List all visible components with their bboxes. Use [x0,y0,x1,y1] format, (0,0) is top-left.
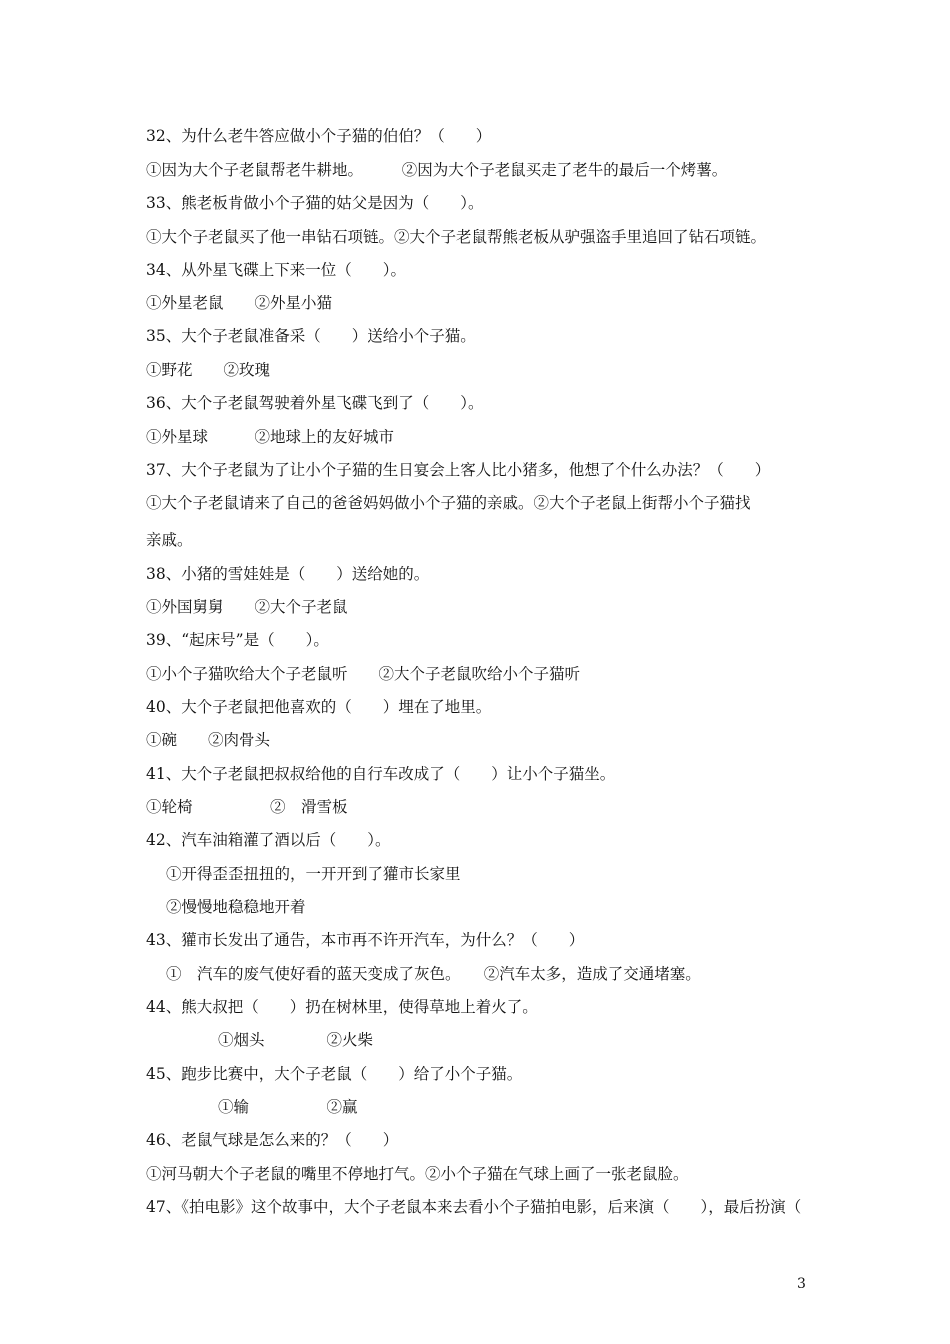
options-45: ①输 ②赢 [218,1098,358,1116]
question-32: 32、为什么老牛答应做小个子猫的伯伯？（ ） [146,127,492,145]
options-46: ①河马朝大个子老鼠的嘴里不停地打气。②小个子猫在气球上画了一张老鼠脸。 [146,1165,689,1183]
question-39: 39、“起床号”是（ ）。 [146,631,329,649]
question-41: 41、大个子老鼠把叔叔给他的自行车改成了（ ）让小个子猫坐。 [146,765,616,783]
options-34: ①外星老鼠 ②外星小猫 [146,294,333,312]
options-32: ①因为大个子老鼠帮老牛耕地。 ②因为大个子老鼠买走了老牛的最后一个烤薯。 [146,161,728,179]
question-47: 47、《拍电影》这个故事中，大个子老鼠本来去看小个子猫拍电影，后来演（ ），最后扮演（ [146,1198,802,1216]
question-34: 34、从外星飞碟上下来一位（ ）。 [146,261,406,279]
question-33: 33、熊老板肯做小个子猫的姑父是因为（ ）。 [146,194,484,212]
options-39: ①小个子猫吹给大个子老鼠听 ②大个子老鼠吹给小个子猫听 [146,665,581,683]
options-37: ①大个子老鼠请来了自己的爸爸妈妈做小个子猫的亲戚。②大个子老鼠上街帮小个子猫找 [146,494,751,512]
options-44: ①烟头 ②火柴 [218,1031,374,1049]
options-33: ①大个子老鼠买了他一串钻石项链。②大个子老鼠帮熊老板从驴强盗手里追回了钻石项链。 [146,228,767,246]
options-41: ①轮椅 ② 滑雪板 [146,798,348,816]
question-36: 36、大个子老鼠驾驶着外星飞碟飞到了（ ）。 [146,394,484,412]
options-38: ①外国舅舅 ②大个子老鼠 [146,598,348,616]
option-42-1: ①开得歪歪扭扭的，一开开到了獾市长家里 [166,865,461,883]
question-37: 37、大个子老鼠为了让小个子猫的生日宴会上客人比小猪多，他想了个什么办法？（ ） [146,461,771,479]
question-42: 42、汽车油箱灌了酒以后（ ）。 [146,831,391,849]
question-46: 46、老鼠气球是怎么来的？（ ） [146,1131,399,1149]
options-37-continued: 亲戚。 [146,531,193,549]
page-number: 3 [797,1276,806,1292]
options-35: ①野花 ②玫瑰 [146,361,271,379]
question-35: 35、大个子老鼠准备采（ ）送给小个子猫。 [146,327,476,345]
option-42-2: ②慢慢地稳稳地开着 [166,898,306,916]
question-44: 44、熊大叔把（ ）扔在树林里，使得草地上着火了。 [146,998,538,1016]
options-40: ①碗 ②肉骨头 [146,731,271,749]
question-40: 40、大个子老鼠把他喜欢的（ ）埋在了地里。 [146,698,492,716]
question-43: 43、獾市长发出了通告，本市再不许开汽车，为什么？（ ） [146,931,585,949]
question-38: 38、小猪的雪娃娃是（ ）送给她的。 [146,565,430,583]
question-45: 45、跑步比赛中，大个子老鼠（ ）给了小个子猫。 [146,1065,523,1083]
options-43: ① 汽车的废气使好看的蓝天变成了灰色。 ②汽车太多，造成了交通堵塞。 [166,965,701,983]
options-36: ①外星球 ②地球上的友好城市 [146,428,395,446]
